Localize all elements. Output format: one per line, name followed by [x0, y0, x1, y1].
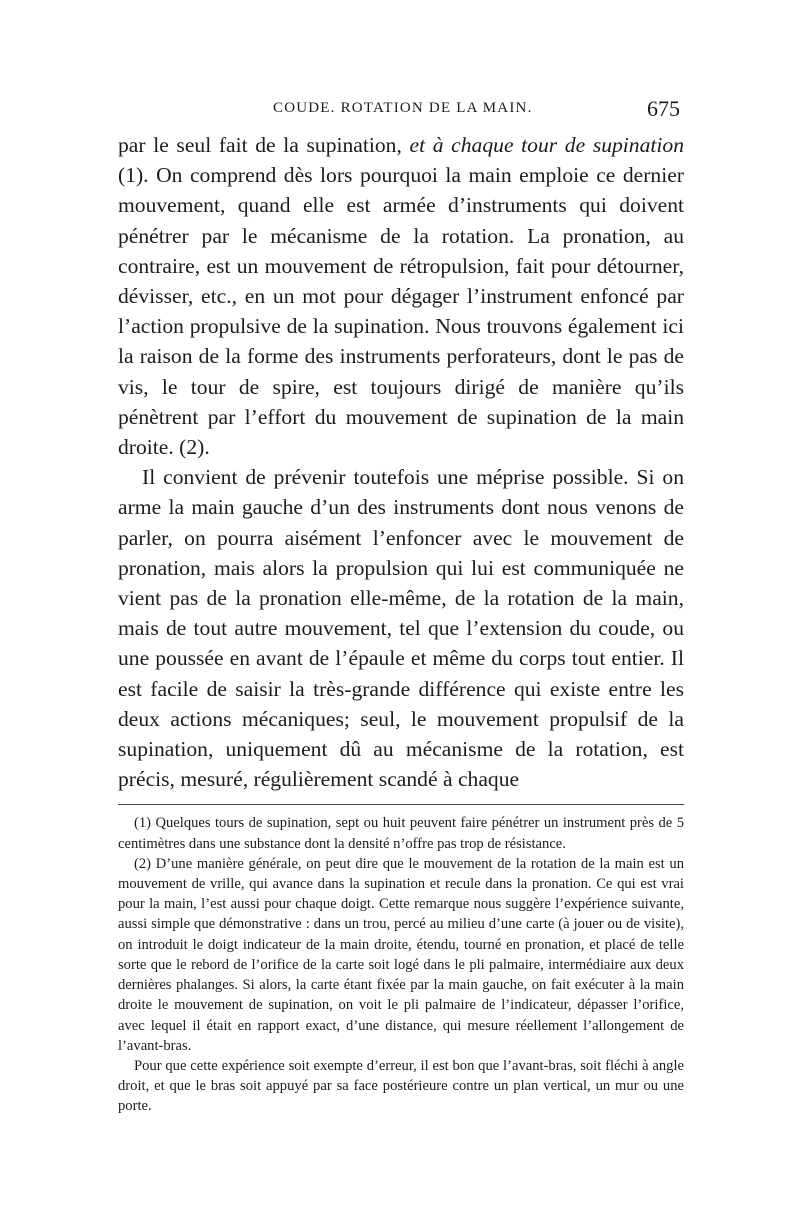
- footnote-2-continued: Pour que cette expérience soit exempte d’erreur, il est bon que l’avant-bras, soit fléchi à angle droit, et que le bras soit appuyé par sa face postérieure contre un plan vertical, un mur ou une porte.: [118, 1057, 684, 1115]
- footnote-1: (1) Quelques tours de supination, sept ou huit peuvent faire pénétrer un instrument près de 5 centimètres dans une substance dont la densité n’offre pas trop de résistance.: [118, 815, 684, 852]
- footnote-2: (2) D’une manière générale, on peut dire que le mouvement de la rotation de la main est un mouvement de vrille, qui avance dans la supination et recule dans la pronation. Ce qui est vrai pour la main, l’est aussi pour chaque doigt. Cette remarque nous suggère l’expérience suivante, aussi simple que démonstrative : dans un trou, percé au milieu d’une carte (à jouer ou de visite), on introduit le doigt indicateur de la main droite, étendu, tourné en pronation, et placé de telle sorte que le rebord de l’orifice de la carte soit logé dans le pli palmaire, intermédiaire aux deux dernières phalanges. Si alors, la carte étant fixée par la main gauche, on fait exécuter à la main droite le mouvement de supination, on voit le pli palmaire de l’indicateur, dépasser l’orifice, avec lequel il était en rapport exact, d’une distance, qui mesure réellement l’allongement de l’avant-bras.: [118, 855, 684, 1054]
- running-title: COUDE. ROTATION DE LA MAIN.: [273, 100, 533, 116]
- paragraph-2: Il convient de prévenir toutefois une méprise possible. Si on arme la main gauche d’un des instruments dont nous venons de parler, on pourra aisément l’enfoncer avec le mouvement de pronation, mais alors la propulsion qui lui est communiquée ne vient pas de la pronation elle-même, de la rotation de la main, mais de tout autre mouvement, tel que l’extension du coude, ou une poussée en avant de l’épaule et même du corps tout entier. Il est facile de saisir la très-grande différence qui existe entre les deux actions mécaniques; seul, le mouvement propulsif de la supination, uniquement dû au mécanisme de la rotation, est précis, mesuré, régulièrement scandé à chaque: [118, 465, 684, 792]
- paragraph-1-rest: (1). On comprend dès lors pourquoi la main emploie ce dernier mouvement, quand elle est armée d’instruments qui doivent pénétrer par le mécanisme de la rotation. La pronation, au contraire, est un mouvement de rétropulsion, fait pour détourner, dévisser, etc., en un mot pour dégager l’instrument enfoncé par l’action propulsive de la supination. Nous trouvons également ici la raison de la forme des instruments perforateurs, dont le pas de vis, le tour de spire, est toujours dirigé de manière qu’ils pénètrent par l’effort du mouvement de supination de la main droite. (2).: [118, 163, 684, 460]
- page-number: 675: [647, 96, 680, 121]
- paragraph-1-italic: et à chaque tour de supination: [409, 133, 684, 157]
- page-header: [118, 96, 684, 130]
- footnotes: [118, 813, 684, 1116]
- body-text: [118, 130, 684, 794]
- footnote-rule: [118, 804, 684, 805]
- book-page: [118, 96, 684, 1117]
- paragraph-1-start: par le seul fait de la supination,: [118, 133, 410, 157]
- paragraph-1: [118, 130, 684, 462]
